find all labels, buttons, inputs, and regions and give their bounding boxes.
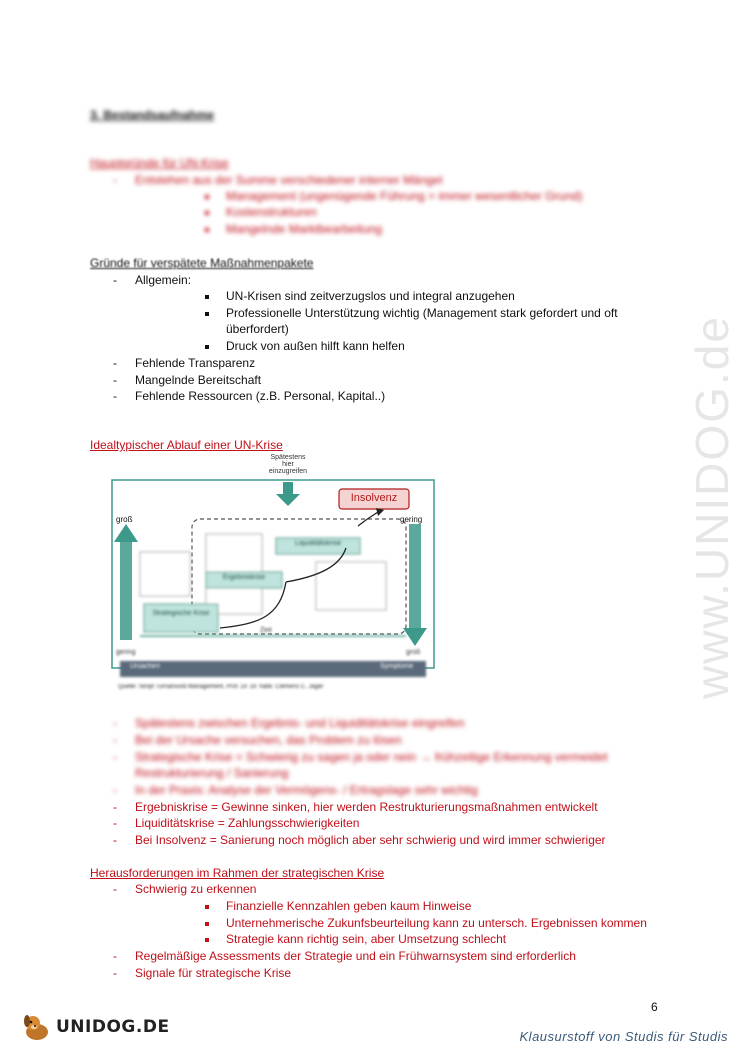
list-subitem: Mangelnde Marktbearbeitung — [226, 222, 383, 236]
list-item: Mangelnde Bereitschaft — [135, 373, 262, 387]
intervene-arrow-shaft — [283, 482, 293, 496]
heading-crisis-process: Idealtypischer Ablauf einer UN-Krise — [90, 438, 283, 452]
list-item-general: Allgemein: — [135, 273, 192, 287]
list-item: Schwierig zu erkennen — [135, 882, 257, 896]
bullet-square — [205, 295, 209, 299]
crisis-process-diagram — [110, 456, 440, 694]
bar-left-label: Ursachen — [130, 663, 160, 670]
bullet-square — [205, 905, 209, 909]
axis-right-top: gering — [400, 515, 423, 524]
dog-icon — [22, 1012, 52, 1042]
logo-text: UNIDOG.DE — [56, 1017, 170, 1037]
box-earnings-label: Ergebniskrise — [222, 574, 266, 581]
watermark: www.UNIDOG.de — [686, 315, 738, 699]
bullet-dash: - — [113, 833, 117, 847]
section-title: 3. Bestandsaufnahme — [90, 108, 215, 122]
heading-main-reasons: Hauptgründe für UN-Krise — [90, 156, 229, 170]
box-liquidity-label: Liquiditätskrise — [294, 540, 342, 547]
insolvency-label: Insolvenz — [350, 492, 398, 504]
bullet-dash: - — [113, 800, 117, 814]
diagram-label-intervene — [260, 454, 316, 475]
left-axis-arrow — [120, 540, 132, 640]
list-subitem: Kostenstrukturen — [226, 205, 317, 219]
list-item: Fehlende Ressourcen (z.B. Personal, Kapital..) — [135, 389, 386, 403]
bullet-square — [205, 312, 209, 316]
list-item: Ergebniskrise = Gewinne sinken, hier werden Restrukturierungsmaßnahmen entwickelt — [135, 800, 598, 814]
bullet-square — [205, 938, 209, 942]
list-item: Entstehen aus der Summe verschiedener interner Mängel — [135, 173, 443, 187]
list-item: Strategische Krise = Schwierig zu sagen ja oder nein → frühzeitige Erkennung vermeidet — [135, 750, 608, 764]
list-subitem: Druck von außen hilft kann helfen — [226, 339, 405, 353]
list-item: Spätestens zwischen Ergebnis- und Liquiditätskrise eingreifen — [135, 716, 465, 730]
list-subitem: Unternehmerische Zukunfsbeurteilung kann zu untersch. Ergebnissen kommen — [226, 916, 647, 930]
right-axis-arrow — [409, 524, 421, 630]
list-item: In der Praxis: Analyse der Vermögens- / Ertragslage sehr wichtig — [135, 783, 478, 797]
axis-left-bottom: gering — [116, 649, 136, 656]
bullet-dash: - — [113, 783, 117, 797]
bullet-square — [205, 195, 209, 199]
bar-right-label: Symptome — [380, 663, 414, 670]
bullet-dash: - — [113, 173, 117, 187]
bullet-square — [205, 922, 209, 926]
list-item: Regelmäßige Assessments der Strategie und ein Frühwarnsystem sind erforderlich — [135, 949, 576, 963]
list-item: Signale für strategische Krise — [135, 966, 292, 980]
intervene-label-line: Spätestens — [270, 454, 306, 461]
diagram-source: Quelle: Skript Turnaround Management, Prof. Dr. Dr. habil. Clemens C. Jäger — [118, 684, 324, 690]
bullet-dash: - — [113, 733, 117, 747]
heading-challenges: Herausforderungen im Rahmen der strategischen Krise — [90, 866, 385, 880]
footer-tagline: Klausurstoff von Studis für Studis — [519, 1029, 728, 1044]
box-strategic-label: Strategische Krise — [152, 610, 210, 617]
list-subitem: UN-Krisen sind zeitverzugslos und integral anzugehen — [226, 289, 515, 303]
bullet-square — [205, 228, 209, 232]
list-item-continued: Restrukturierung / Sanierung — [135, 766, 289, 780]
time-label: Zeit — [260, 627, 272, 634]
list-subitem: Management (ungenügende Führung = immer wesentlicher Grund) — [226, 189, 583, 203]
bullet-dash: - — [113, 273, 117, 287]
list-subitem: Finanzielle Kennzahlen geben kaum Hinweise — [226, 899, 472, 913]
bullet-dash: - — [113, 373, 117, 387]
list-item: Fehlende Transparenz — [135, 356, 256, 370]
bullet-dash: - — [113, 389, 117, 403]
list-subitem: Professionelle Unterstützung wichtig (Management stark gefordert und oft — [226, 306, 618, 320]
list-subitem-continued: überfordert) — [226, 322, 289, 336]
bullet-dash: - — [113, 966, 117, 980]
list-item: Bei Insolvenz = Sanierung noch möglich aber sehr schwierig und wird immer schwieriger — [135, 833, 606, 847]
bullet-dash: - — [113, 356, 117, 370]
bullet-square — [205, 345, 209, 349]
axis-right-bottom: groß — [406, 649, 421, 656]
unidog-logo — [22, 1012, 170, 1042]
bullet-dash: - — [113, 750, 117, 764]
heading-delayed-measures: Gründe für verspätete Maßnahmenpakete — [90, 256, 314, 270]
bullet-dash: - — [113, 716, 117, 730]
intervene-label-line: einzugreifen — [268, 468, 308, 475]
page-number: 6 — [651, 1000, 658, 1014]
bullet-square — [205, 211, 209, 215]
bullet-dash: - — [113, 949, 117, 963]
intervene-label-line: hier — [282, 461, 294, 468]
bullet-dash: - — [113, 816, 117, 830]
list-subitem: Strategie kann richtig sein, aber Umsetzung schlecht — [226, 932, 507, 946]
list-item: Bei der Ursache versuchen, das Problem zu lösen — [135, 733, 402, 747]
axis-left-top: groß — [116, 515, 133, 524]
list-item: Liquiditätskrise = Zahlungsschwierigkeiten — [135, 816, 360, 830]
bullet-dash: - — [113, 882, 117, 896]
